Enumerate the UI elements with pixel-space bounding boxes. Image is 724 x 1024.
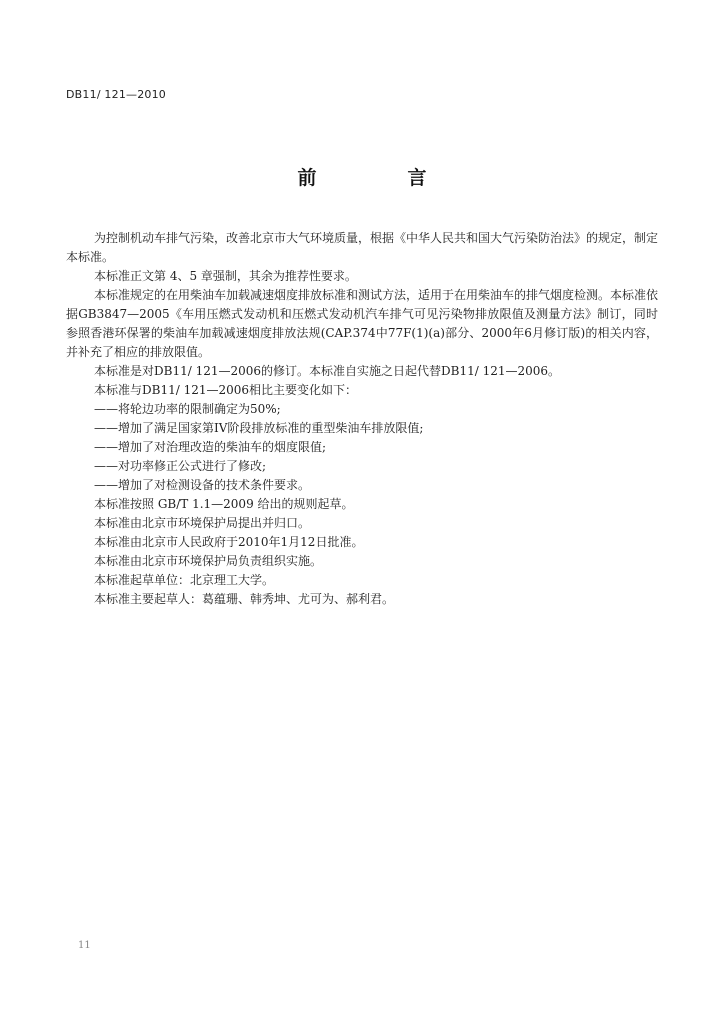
page-title: 前 言 xyxy=(297,167,463,189)
paragraph-scope: 本标准规定的在用柴油车加载减速烟度排放标准和测试方法，适用于在用柴油车的排气烟度检测。本标准依据GB3847—2005《车用压燃式发动机和压燃式发动机汽车排气可见污染物排放限值及测量方法》制订，同时参照香港环保署的柴油车加载减速烟度排放法规(CAP.374中77F(1)(a)部分、2000年6月修订版)的相关内容，并补充了相应的排放限值。 xyxy=(66,288,659,359)
paragraph-implementation: 本标准由北京市环境保护局负责组织实施。 xyxy=(94,554,323,568)
document-code-header: DB11/ 121—2010 xyxy=(66,88,167,101)
paragraph-purpose: 为控制机动车排气污染，改善北京市大气环境质量，根据《中华人民共和国大气污染防治法》的规定，制定本标准。 xyxy=(66,231,659,264)
paragraph-revision: 本标准是对DB11/ 121—2006的修订。本标准自实施之日起代替DB11/ 121—2006。 xyxy=(94,364,561,378)
paragraph-drafting-rules: 本标准按照 GB/T 1.1—2009 给出的规则起草。 xyxy=(94,497,354,511)
paragraph-proposer: 本标准由北京市环境保护局提出并归口。 xyxy=(94,516,311,530)
foreword-body xyxy=(66,229,658,609)
paragraph-drafting-unit: 本标准起草单位：北京理工大学。 xyxy=(94,573,275,587)
page-number: 11 xyxy=(78,940,91,951)
paragraph-mandatory-chapters: 本标准正文第 4、5 章强制，其余为推荐性要求。 xyxy=(94,269,357,283)
change-list-item: ——将轮边功率的限制确定为50%; xyxy=(94,402,281,416)
change-list-item: ——增加了对检测设备的技术条件要求。 xyxy=(94,478,311,492)
change-list-item: ——增加了满足国家第IV阶段排放标准的重型柴油车排放限值; xyxy=(94,421,424,435)
paragraph-changes-intro: 本标准与DB11/ 121—2006相比主要变化如下： xyxy=(94,383,358,397)
paragraph-drafters: 本标准主要起草人：葛蕴珊、韩秀坤、尤可为、郝利君。 xyxy=(94,592,395,606)
change-list-item: ——增加了对治理改造的柴油车的烟度限值; xyxy=(94,440,327,454)
paragraph-approval: 本标准由北京市人民政府于2010年1月12日批准。 xyxy=(94,535,364,549)
change-list-item: ——对功率修正公式进行了修改; xyxy=(94,459,267,473)
